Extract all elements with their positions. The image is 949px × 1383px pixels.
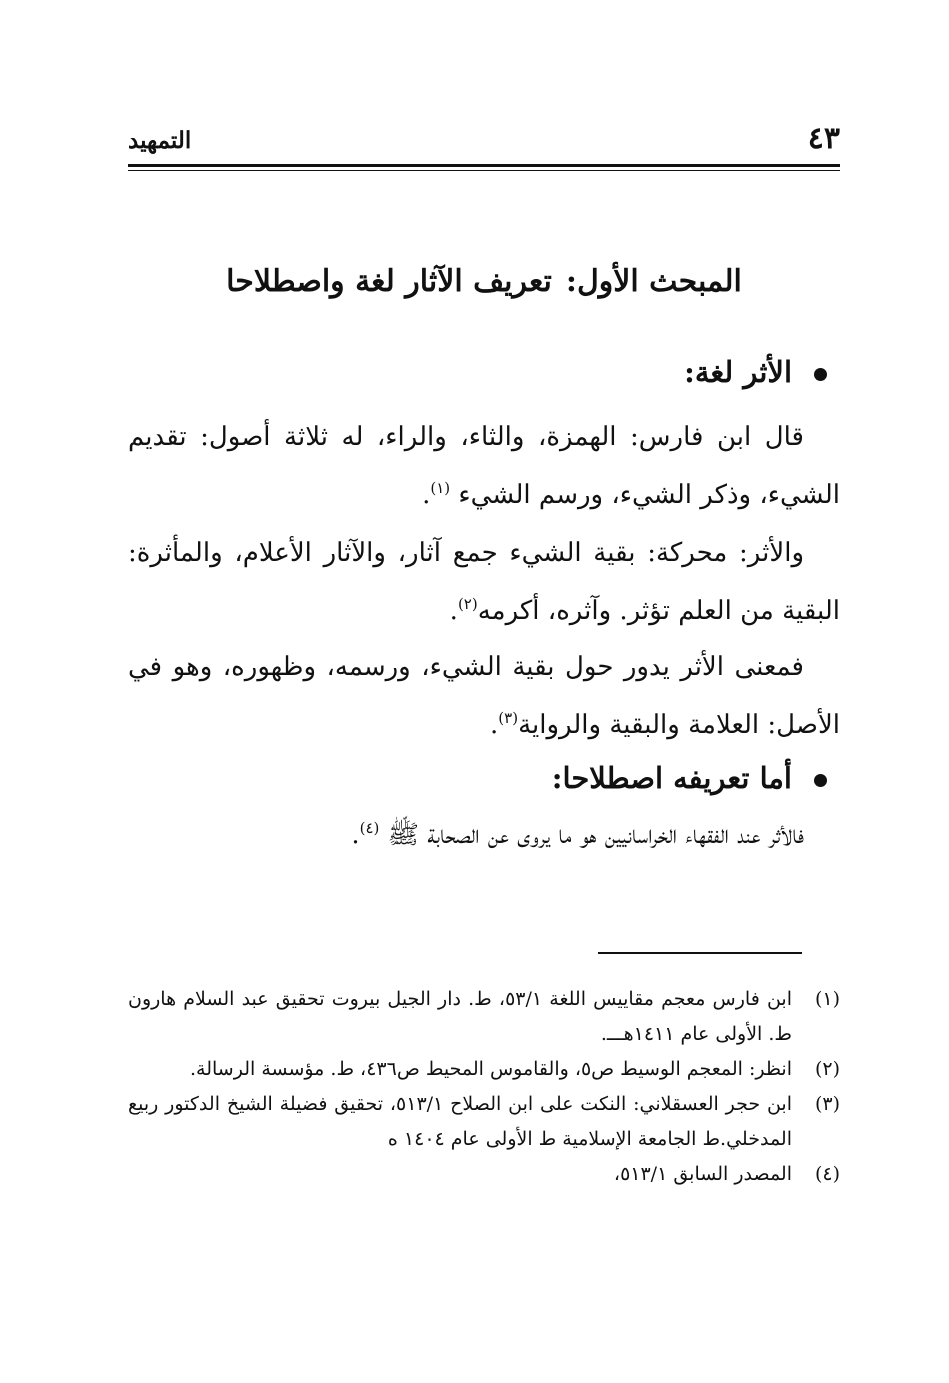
subheading-technical-text: أما تعريفه اصطلاحا: (551, 761, 792, 795)
paragraph-4-text: فالأثر عند الفقهاء الخراسانيين هو ما يروى عن الصحابة ﷺ (387, 820, 804, 850)
footnote-3 (128, 1087, 840, 1157)
bullet-icon (814, 368, 827, 381)
section-label: المبحث الأول: (565, 264, 742, 299)
header-rule-thin (128, 170, 840, 171)
footnote-number: (٤) (814, 1163, 840, 1185)
footnote-number: (١) (814, 988, 840, 1010)
header-rule (128, 164, 840, 167)
paragraph-1-end: . (422, 480, 431, 510)
footnote-ref-4[interactable]: (٤) (359, 819, 380, 837)
paragraph-2 (128, 524, 840, 640)
bullet-icon (814, 774, 827, 787)
footnote-4 (128, 1157, 840, 1192)
subheading-technical (552, 758, 827, 798)
paragraph-3-end: . (490, 710, 499, 740)
footnote-text: ابن حجر العسقلاني: النكت على ابن الصلاح ٥١٣/١، تحقيق فضيلة الشيخ الدكتور ربيع المدخلي.ط الجامعة الإسلامية ط الأولى عام ١٤٠٤ ه (128, 1093, 792, 1150)
footnote-ref-1[interactable]: (١) (430, 479, 451, 497)
subheading-linguistic (684, 352, 827, 392)
footnote-separator (598, 952, 802, 954)
paragraph-3 (128, 638, 840, 754)
page-number: ٤٣ (807, 121, 840, 156)
running-header (128, 118, 840, 164)
footnote-ref-2[interactable]: (٢) (457, 595, 478, 613)
paragraph-4 (128, 806, 840, 864)
footnote-number: (٢) (814, 1058, 840, 1080)
paragraph-1-text: قال ابن فارس: الهمزة، والثاء، والراء، له ثلاثة أصول: تقديم الشيء، وذكر الشيء، ورسم الشيء (128, 422, 840, 510)
footnote-1 (128, 982, 840, 1052)
footnote-text: ابن فارس معجم مقاييس اللغة ٥٣/١، ط. دار الجيل بيروت تحقيق عبد السلام هارون ط. الأولى عام ١٤١١هـــ. (128, 988, 792, 1045)
paragraph-1 (128, 408, 840, 524)
footnote-text: المصدر السابق ٥١٣/١، (613, 1163, 792, 1185)
subheading-linguistic-text: الأثر لغة: (684, 355, 792, 389)
footnote-2 (128, 1052, 840, 1087)
footnote-number: (٣) (814, 1093, 840, 1115)
section-title (128, 262, 840, 302)
footnotes (128, 982, 840, 1192)
paragraph-2-end: . (449, 596, 458, 626)
paragraph-2-text: والأثر: محركة: بقية الشيء جمع آثار، والآثار الأعلام، والمأثرة: البقية من العلم تؤثر. وآثره، أكرمه (128, 538, 840, 626)
running-title: التمهيد (128, 127, 192, 154)
section-heading: تعريف الآثار لغة واصطلاحا (226, 264, 552, 299)
footnote-text: انظر: المعجم الوسيط ص٥، والقاموس المحيط ص٤٣٦، ط. مؤسسة الرسالة. (190, 1058, 792, 1080)
footnote-ref-3[interactable]: (٣) (498, 709, 519, 727)
paragraph-4-end: . (351, 820, 360, 850)
paragraph-3-text: فمعنى الأثر يدور حول بقية الشيء، ورسمه، وظهوره، وهو في الأصل: العلامة والبقية والرواية (128, 652, 840, 740)
